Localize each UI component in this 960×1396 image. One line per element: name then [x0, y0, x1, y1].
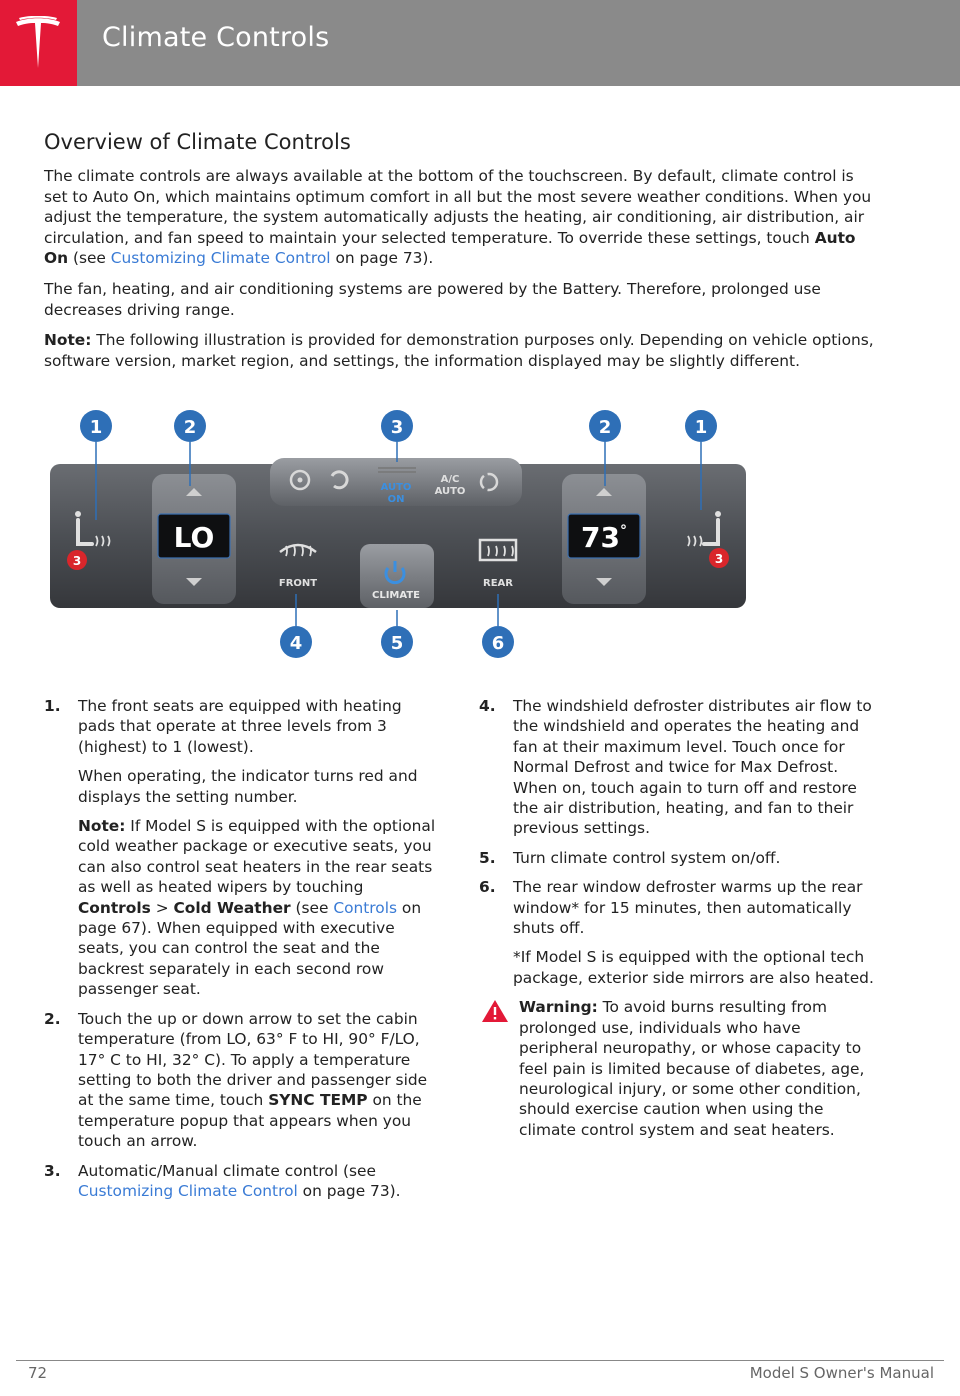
svg-text:3: 3: [390, 417, 404, 438]
tesla-logo: [0, 0, 77, 86]
callout-top-2: [174, 410, 206, 442]
tesla-t-icon: [14, 16, 62, 70]
battery-paragraph: The fan, heating, and air conditioning systems are powered by the Battery. Therefore, prolonged use decreases driving range.: [44, 279, 821, 319]
list-item-6: 6. The rear window defroster warms up the rear window* for 15 minutes, then automatically shuts off. *If Model S is equipped with the optional tech package, exterior side mirrors are also heated.: [479, 878, 874, 987]
page-header: [0, 0, 960, 86]
svg-text:6: 6: [491, 633, 505, 654]
footer-divider: [16, 1360, 944, 1361]
callout-top-4: [589, 410, 621, 442]
svg-text:4: 4: [289, 633, 303, 654]
callout-bottom-6: [482, 626, 514, 658]
ac-auto-label-2[interactable]: AUTO: [434, 486, 466, 497]
svg-text:1: 1: [89, 417, 103, 438]
callout-bottom-5: [381, 626, 413, 658]
warning-box: Warning: To avoid burns resulting from prolonged use, individuals who have peripheral neuropathy, or whose capacity to feel pain is limited because of diabetes, age, neurological injury, or some other condition, should exercise caution when using the climate control system and seat heaters.: [479, 997, 879, 1140]
list-item-1: 1. The front seats are equipped with heating pads that operate at three levels from 3 (highest) to 1 (lowest). When operating, the indicator turns red and displays the setting number. Note: If Model S is equipped with the optional cold weather package or executive seats, you can also control seat heaters in the rear seats as well as heated wipers by touching Controls > Cold Weather (see Controls on page 67). When equipped with executive seats, you can control the seat and the backrest separately in each second row passenger seat.: [44, 696, 439, 1000]
callout-bottom-4: [280, 626, 312, 658]
callout-top-3: [381, 410, 413, 442]
rear-defrost-label: REAR: [483, 578, 513, 589]
right-seat-level: 3: [714, 552, 724, 566]
warning-triangle-icon: [481, 999, 509, 1023]
overview-section: [44, 130, 874, 381]
climate-label[interactable]: CLIMATE: [372, 590, 420, 601]
list-item-2: 2. Touch the up or down arrow to set the cabin temperature (from LO, 63° F to HI, 90° F/LO, 17° C to HI, 32° C). To apply a temperature setting to both the driver and passenger side at the same time, touch SYNC TEMP on the temperature popup that appears when you touch an arrow.: [44, 1009, 428, 1151]
callout-top-1: [80, 410, 112, 442]
item-1-note: Note: If Model S is equipped with the optional cold weather package or executive seats, you can also control seat heaters in the rear seats as well as heated wipers by touching Controls > Cold Weather (see Controls on page 67). When equipped with executive seats, you can control the seat and the backrest separately in each second row passenger seat.: [78, 817, 436, 999]
right-temp-display: 73°: [581, 521, 627, 554]
ac-auto-label-1[interactable]: A/C: [440, 474, 460, 485]
callout-top-5: [685, 410, 717, 442]
left-temp-display: LO: [173, 521, 215, 554]
front-defrost-label: FRONT: [278, 578, 318, 589]
chapter-title: Climate Controls: [102, 22, 330, 53]
svg-text:1: 1: [694, 417, 708, 438]
svg-text:2: 2: [183, 417, 197, 438]
list-item-5: 5. Turn climate control system on/off.: [479, 848, 781, 867]
section-heading: Overview of Climate Controls: [44, 130, 351, 154]
list-item-3: 3. Automatic/Manual climate control (see Customizing Climate Control on page 73).: [44, 1161, 401, 1200]
controls-link[interactable]: Controls: [333, 898, 398, 917]
note-paragraph: Note: The following illustration is provided for demonstration purposes only. Depending on vehicle options, software version, market region, and settings, the information displayed may be slightly different.: [44, 331, 874, 370]
svg-text:2: 2: [598, 417, 612, 438]
right-column: [479, 696, 879, 1140]
overview-paragraph: The climate controls are always available at the bottom of the touchscreen. By default, climate control is set to Auto On, which maintains optimum comfort in all but the most severe weather conditions. When you adjust the temperature, the system automatically adjusts the heating, air conditioning, air distribution, air circulation, and fan speed to maintain your selected temperature. To override these settings, touch Auto On (see Customizing Climate Control on page 73).: [44, 167, 872, 268]
auto-on-label-1[interactable]: AUTO: [380, 482, 412, 493]
manual-title: Model S Owner's Manual: [749, 1364, 934, 1382]
customizing-climate-link-2[interactable]: Customizing Climate Control: [78, 1181, 298, 1200]
left-column: [44, 696, 439, 1210]
climate-panel-illustration: [44, 398, 748, 668]
page-number: 72: [28, 1364, 48, 1382]
svg-text:5: 5: [390, 633, 404, 654]
left-seat-level: 3: [72, 554, 82, 568]
list-item-4: 4. The windshield defroster distributes air flow to the windshield and operates the heating and fan at their maximum level. Touch once for Normal Defrost and twice for Max Defrost. When on, touch again to turn off and restore the air distribution, heating, and fan to their previous settings.: [479, 697, 872, 838]
auto-on-label-2[interactable]: ON: [387, 494, 405, 505]
customizing-climate-link[interactable]: Customizing Climate Control: [110, 249, 331, 268]
climate-controls-figure: [44, 398, 748, 668]
